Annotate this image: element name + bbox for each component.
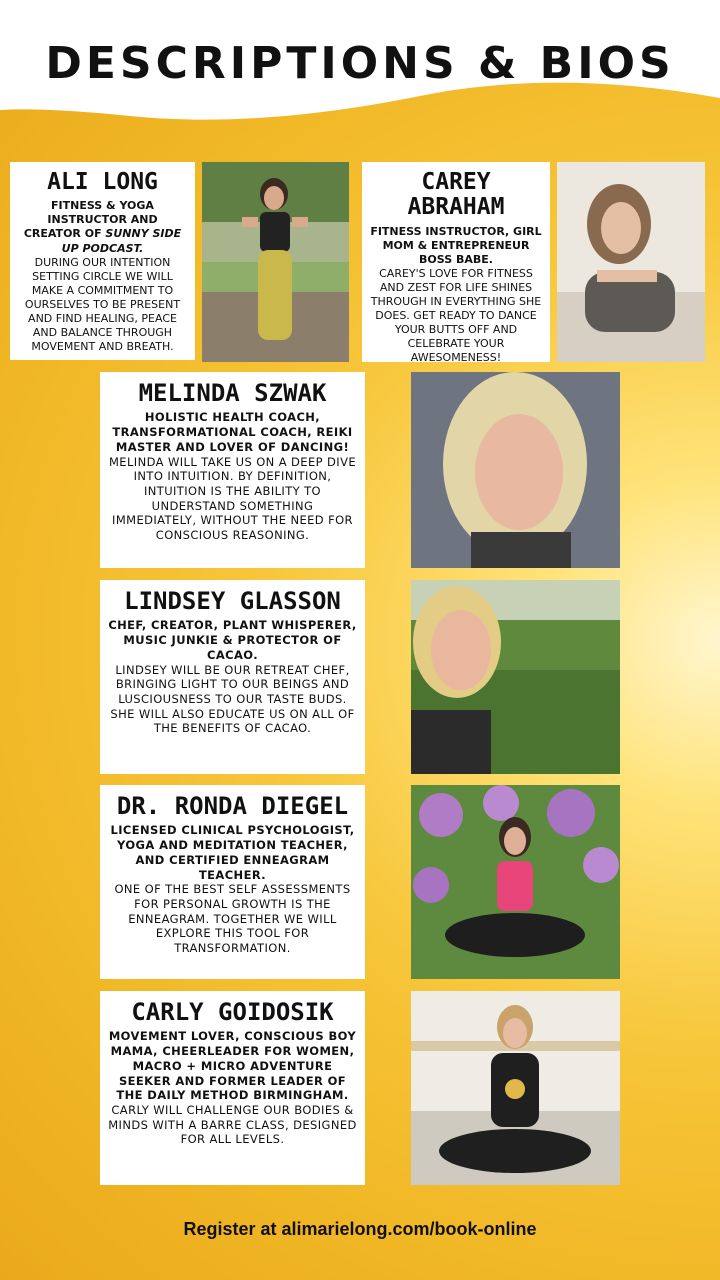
bio-card-ali-long — [10, 162, 195, 360]
bio-role: FITNESS & YOGA INSTRUCTOR AND CREATOR OF SUNNY SIDE UP PODCAST. — [23, 199, 182, 255]
bio-description: CARLY WILL CHALLENGE OUR BODIES & MINDS WITH A BARRE CLASS, DESIGNED FOR ALL LEVELS. — [108, 1102, 357, 1147]
bio-name: MELINDA SZWAK — [138, 379, 327, 407]
register-footer-text: Register at alimarielong.com/book-online — [183, 1219, 537, 1239]
photo-ronda-diegel — [411, 785, 620, 979]
bio-name: DR. RONDA DIEGEL — [116, 792, 349, 820]
photo-ali-long — [202, 162, 349, 362]
bio-name: CAREY ABRAHAM — [407, 169, 505, 221]
photo-melinda-szwak — [411, 372, 620, 568]
bio-role: CHEF, CREATOR, PLANT WHISPERER, MUSIC JUNKIE & PROTECTOR OF CACAO. — [108, 618, 357, 662]
bio-card-carly-goidosik — [100, 991, 365, 1185]
bio-card-carey-abraham — [362, 162, 550, 365]
bio-description: CAREY'S LOVE FOR FITNESS AND ZEST FOR LIFE SHINES THROUGH IN EVERYTHING SHE DOES. GET READY TO DANCE YOUR BUTTS OFF AND CELEBRATE YOUR AWESOMENESS! — [370, 266, 542, 365]
bio-role: HOLISTIC HEALTH COACH, TRANSFORMATIONAL COACH, REIKI MASTER AND LOVER OF DANCING! — [112, 410, 353, 454]
photo-carly-goidosik — [411, 991, 620, 1185]
bio-role: MOVEMENT LOVER, CONSCIOUS BOY MAMA, CHEERLEADER FOR WOMEN, MACRO + MICRO ADVENTURE SEEKER AND FORMER LEADER OF THE DAILY METHOD BIRMINGHAM. — [108, 1029, 357, 1103]
bio-description: MELINDA WILL TAKE US ON A DEEP DIVE INTO INTUITION. BY DEFINITION, INTUITION IS THE ABILITY TO UNDERSTAND SOMETHING IMMEDIATELY, WITHOUT THE NEED FOR CONSCIOUS REASONING. — [108, 454, 357, 543]
photo-carey-abraham — [557, 162, 705, 362]
bio-role: LICENSED CLINICAL PSYCHOLOGIST, YOGA AND MEDITATION TEACHER, AND CERTIFIED ENNEAGRAM TEACHER. — [110, 823, 355, 882]
bio-card-melinda-szwak — [100, 372, 365, 568]
photo-lindsey-glasson — [411, 580, 620, 774]
bio-card-ronda-diegel — [100, 785, 365, 979]
bio-role: FITNESS INSTRUCTOR, GIRL MOM & ENTREPRENEUR BOSS BABE. — [370, 224, 542, 266]
bio-description: LINDSEY WILL BE OUR RETREAT CHEF, BRINGING LIGHT TO OUR BEINGS AND LUSCIOUSNESS TO OUR TASTE BUDS. SHE WILL ALSO EDUCATE US ON ALL OF THE BENEFITS OF CACAO. — [110, 662, 355, 736]
bio-name: LINDSEY GLASSON — [124, 587, 341, 615]
page-title: DESCRIPTIONS & BIOS — [45, 38, 675, 89]
bio-name: CARLY GOIDOSIK — [131, 998, 334, 1026]
bio-description: DURING OUR INTENTION SETTING CIRCLE WE WILL MAKE A COMMITMENT TO OURSELVES TO BE PRESENT AND FIND HEALING, PEACE AND BALANCE THROUGH MOVEMENT AND BREATH. — [24, 255, 181, 354]
bio-description: ONE OF THE BEST SELF ASSESSMENTS FOR PERSONAL GROWTH IS THE ENNEAGRAM. TOGETHER WE WILL EXPLORE THIS TOOL FOR TRANSFORMATION. — [114, 882, 351, 956]
bio-name: ALI LONG — [47, 169, 158, 195]
bio-card-lindsey-glasson — [100, 580, 365, 774]
